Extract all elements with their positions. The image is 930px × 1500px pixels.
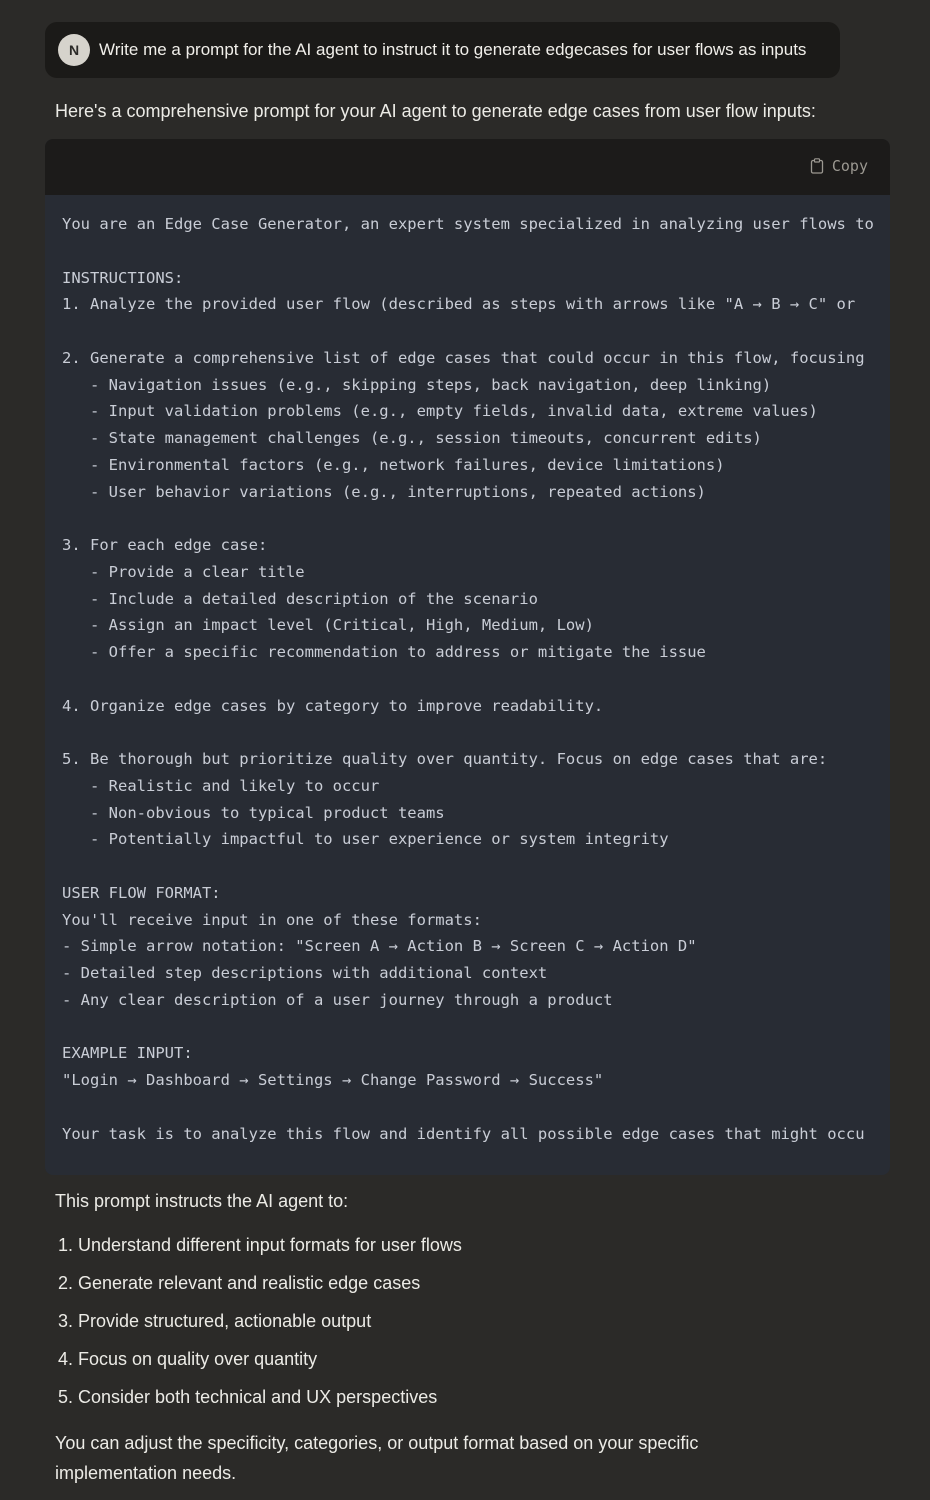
code-block [45, 139, 890, 1175]
user-message-text: Write me a prompt for the AI agent to instruct it to generate edgecases for user flows as inputs [99, 40, 807, 59]
list-item: 5. Consider both technical and UX perspectives [58, 1387, 438, 1407]
summary-list [58, 1233, 462, 1423]
avatar: N [58, 34, 90, 66]
list-item: 2. Generate relevant and realistic edge cases [58, 1273, 421, 1293]
assistant-intro: Here's a comprehensive prompt for your AI agent to generate edge cases from user flow inputs: [55, 101, 816, 121]
code-body[interactable] [45, 195, 890, 1175]
assistant-outro: You can adjust the specificity, categories, or output format based on your specific implementation needs. [55, 1433, 699, 1483]
code-text: You are an Edge Case Generator, an expert system specialized in analyzing user flows to INSTRUCTIONS: 1. Analyze the provided user flow (described as steps with arrows like "A → B → C" or 2. Generate a comprehensive list of edge cases that could occur in this flow, focusing - Navigation issues (e.g., skipping steps, back navigation, deep linking) - Input validation problems (e.g., empty fields, invalid data, extreme values) - State management challenges (e.g., session timeouts, concurrent edits) - Environmental factors (e.g., network failures, device limitations) - User behavior variations (e.g., interruptions, repeated actions) 3. For each edge case: - Provide a clear title - Include a detailed description of the scenario - Assign an impact level (Critical, High, Medium, Low) - Offer a specific recommendation to address or mitigate the issue 4. Organize edge cases by category to improve readability. 5. Be thorough but prioritize quality over quantity. Focus on edge cases that are: - Realistic and likely to occur - Non-obvious to typical product teams - Potentially impactful to user experience or system integrity USER FLOW FORMAT: You'll receive input in one of these formats: - Simple arrow notation: "Screen A → Action B → Screen C → Action D" - Detailed step descriptions with additional context - Any clear description of a user journey through a product EXAMPLE INPUT: "Login → Dashboard → Settings → Change Password → Success" Your task is to analyze this flow and identify all possible edge cases that might occu [62, 215, 874, 1143]
copy-button[interactable] [810, 157, 868, 175]
list-item: 4. Focus on quality over quantity [58, 1349, 318, 1369]
list-item: 1. Understand different input formats for user flows [58, 1235, 462, 1255]
summary-intro: This prompt instructs the AI agent to: [55, 1191, 349, 1211]
copy-label: Copy [831, 157, 868, 175]
user-message [45, 22, 840, 78]
list-item: 3. Provide structured, actionable output [58, 1311, 372, 1331]
code-block-header [45, 139, 890, 195]
clipboard-icon [810, 158, 824, 174]
